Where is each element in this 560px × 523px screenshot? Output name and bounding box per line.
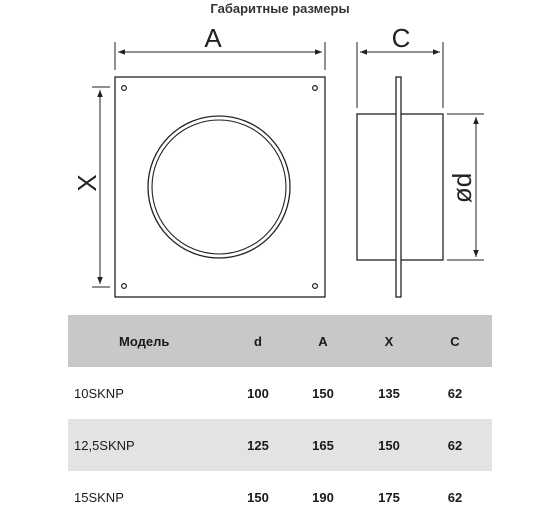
row-x: 150	[378, 437, 400, 453]
row-c: 62	[447, 437, 463, 453]
page-title: Габаритные размеры	[210, 1, 350, 16]
table-row	[68, 471, 492, 523]
row-model: 12,5SKNP	[74, 437, 135, 453]
row-d: 125	[247, 437, 269, 453]
dimension-a	[115, 23, 325, 70]
row-model: 10SKNP	[74, 385, 124, 401]
front-inner-ring	[152, 120, 286, 254]
dimension-c-label: C	[391, 23, 411, 53]
dimension-a-label: A	[204, 23, 222, 53]
table-row	[68, 367, 492, 419]
mount-hole-top-left	[122, 86, 127, 91]
front-plate	[115, 77, 325, 297]
row-c: 62	[447, 385, 463, 401]
header-x: X	[384, 333, 394, 349]
header-c: C	[450, 333, 460, 349]
dimension-x-label: X	[72, 174, 102, 192]
table-row	[68, 419, 492, 471]
dimension-d-label: ød	[447, 172, 477, 204]
mount-hole-bottom-left	[122, 284, 127, 289]
dimension-d	[447, 114, 484, 260]
header-d: d	[254, 333, 262, 349]
header-a: A	[318, 333, 328, 349]
row-a: 165	[312, 437, 334, 453]
front-view	[115, 77, 325, 297]
side-flange	[396, 77, 401, 297]
row-c: 62	[447, 489, 463, 505]
dimension-x	[72, 87, 110, 287]
row-a: 150	[312, 385, 334, 401]
row-a: 190	[312, 489, 334, 505]
side-view	[357, 77, 443, 297]
row-model: 15SKNP	[74, 489, 124, 505]
row-x: 135	[378, 385, 400, 401]
row-x: 175	[378, 489, 400, 505]
row-d: 100	[247, 385, 269, 401]
header-model: Модель	[119, 333, 170, 349]
mount-hole-top-right	[313, 86, 318, 91]
dimensions-table	[68, 315, 492, 523]
row-d: 150	[247, 489, 269, 505]
front-outer-ring	[148, 116, 290, 258]
mount-hole-bottom-right	[313, 284, 318, 289]
table-header-row	[68, 315, 492, 367]
